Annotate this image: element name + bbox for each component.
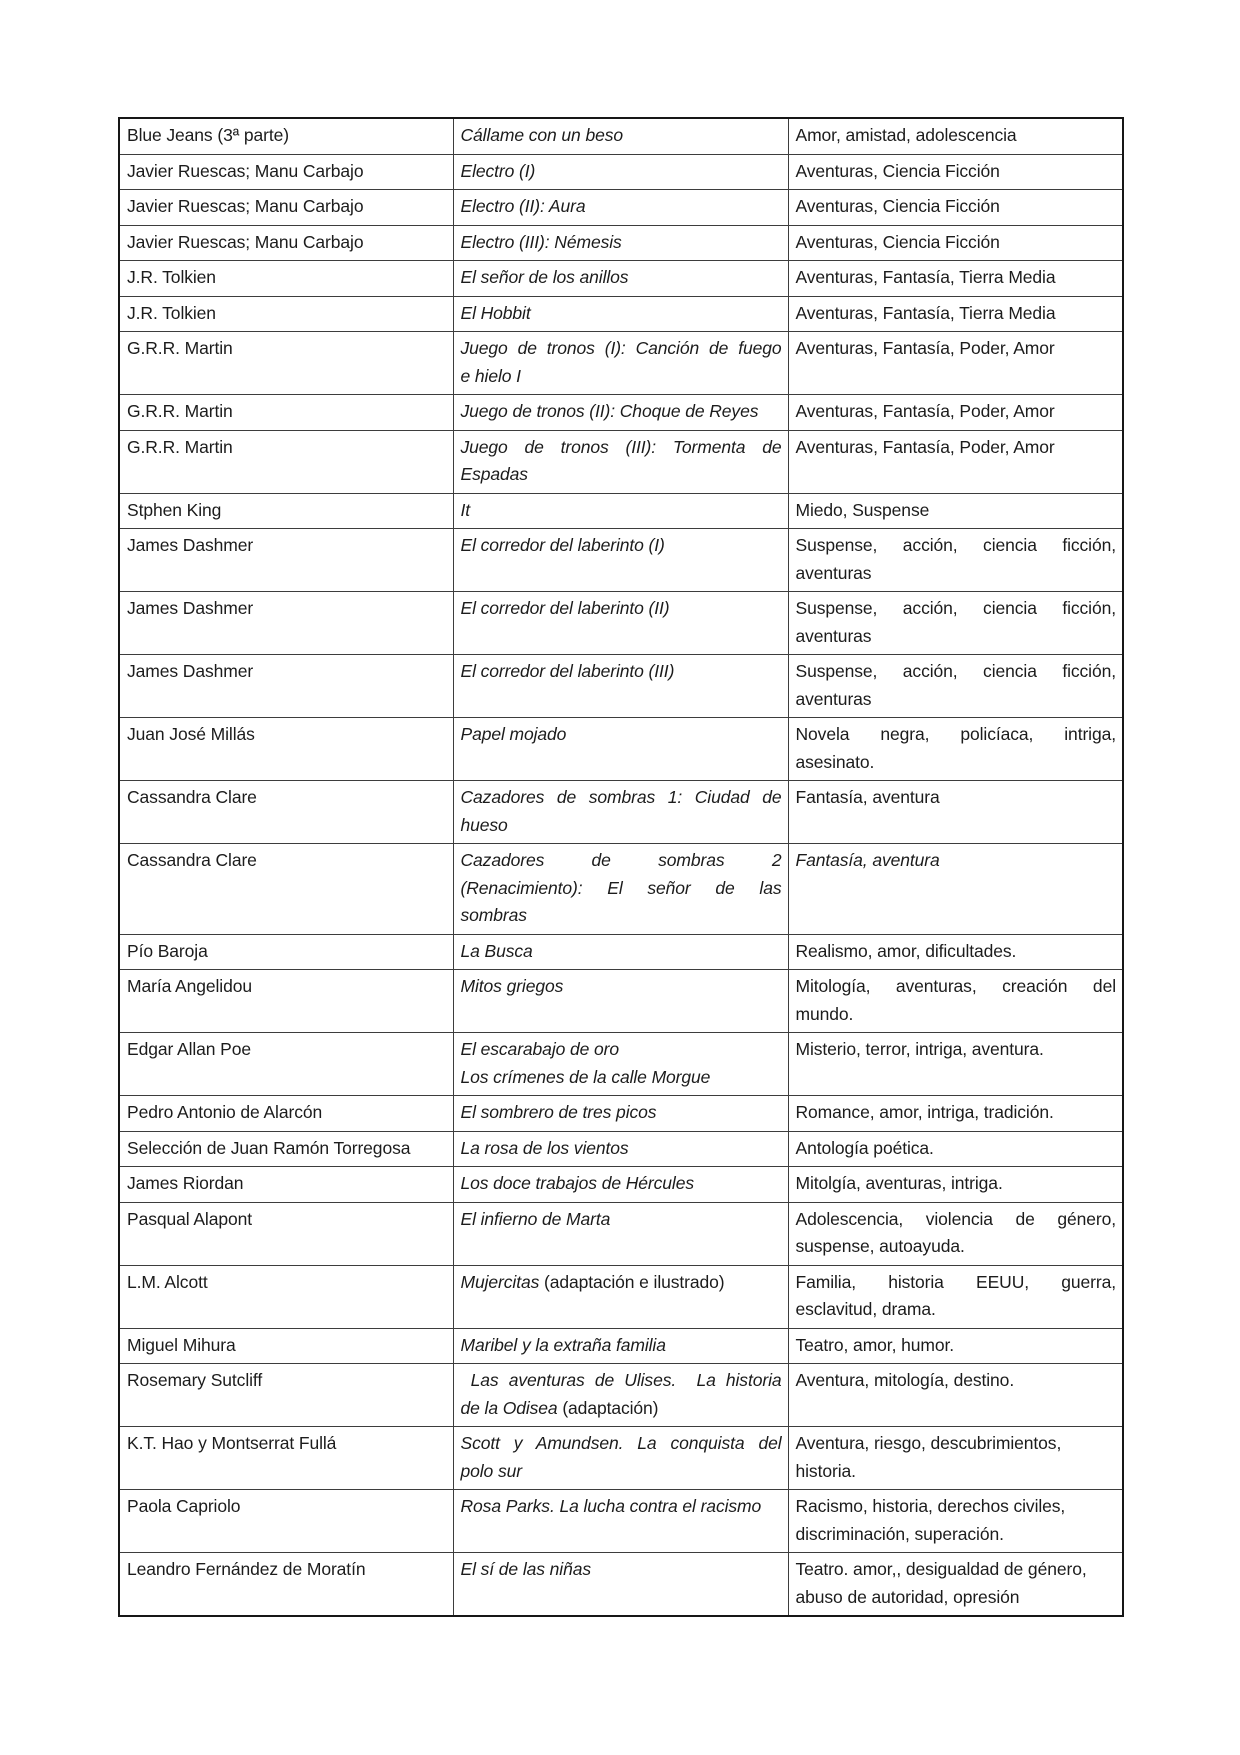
table-row	[119, 781, 1123, 844]
genres-cell	[788, 395, 1123, 431]
genres-line: Aventuras, Fantasía, Tierra Media	[795, 267, 1056, 287]
author-cell: G.R.R. Martin	[119, 332, 453, 395]
title-line	[461, 1269, 782, 1297]
title-line	[461, 1064, 782, 1092]
author-cell: James Riordan	[119, 1167, 453, 1203]
author-cell: Miguel Mihura	[119, 1328, 453, 1364]
genres-cell	[788, 1490, 1123, 1553]
genres-line: Aventuras, Fantasía, Tierra Media	[795, 302, 1056, 323]
title-line	[461, 1556, 782, 1584]
title-line	[461, 973, 782, 1001]
author-cell: J.R. Tolkien	[119, 296, 453, 332]
table-row	[119, 225, 1123, 261]
title-text: Scott y Amundsen. La conquista del	[460, 1433, 782, 1453]
title-line	[461, 1206, 782, 1234]
author-cell: J.R. Tolkien	[119, 261, 453, 297]
title-text: Electro (III): Némesis	[460, 231, 622, 252]
genres-line: aventuras	[795, 562, 872, 583]
title-line	[461, 1332, 782, 1360]
genres-line: Teatro. amor,, desigualdad de género,	[795, 1559, 1087, 1579]
title-cell	[453, 529, 788, 592]
author-cell: L.M. Alcott	[119, 1265, 453, 1328]
table-row	[119, 529, 1123, 592]
table-row	[119, 395, 1123, 431]
title-text: (Renacimiento): El señor de las	[460, 877, 782, 898]
title-line	[461, 363, 782, 391]
genres-line: discriminación, superación.	[795, 1523, 1004, 1544]
title-cell	[453, 1490, 788, 1553]
title-line	[461, 658, 782, 686]
genres-line: aventuras	[795, 625, 872, 646]
author-cell: James Dashmer	[119, 529, 453, 592]
genres-cell	[788, 1202, 1123, 1265]
genres-line: Amor, amistad, adolescencia	[795, 125, 1017, 145]
title-text: La Busca	[460, 940, 533, 961]
title-text: polo sur	[460, 1460, 522, 1481]
table-row	[119, 1265, 1123, 1328]
table-row	[119, 655, 1123, 718]
title-text: El infierno de Marta	[460, 1208, 611, 1229]
genres-cell	[788, 154, 1123, 190]
title-text: Cazadores de sombras 1: Ciudad de	[460, 787, 782, 807]
genres-line: suspense, autoayuda.	[795, 1236, 965, 1256]
genres-cell	[788, 781, 1123, 844]
genres-line: Fantasía, aventura	[795, 850, 940, 870]
title-line	[461, 1170, 782, 1198]
table-row	[119, 1328, 1123, 1364]
title-text: El señor de los anillos	[460, 267, 629, 287]
title-text: Juego de tronos (II): Choque de Reyes	[460, 401, 759, 421]
genres-cell	[788, 261, 1123, 297]
title-line	[461, 398, 782, 426]
title-text: El Hobbit	[460, 302, 531, 323]
title-line	[461, 300, 782, 328]
title-text: El corredor del laberinto (I)	[460, 535, 665, 555]
genres-line: Aventuras, Ciencia Ficción	[795, 160, 1000, 181]
genres-line: Aventura, riesgo, descubrimientos,	[795, 1433, 1062, 1453]
genres-cell	[788, 970, 1123, 1033]
title-text: Juego de tronos (III): Tormenta de	[460, 436, 782, 457]
author-cell: Javier Ruescas; Manu Carbajo	[119, 154, 453, 190]
genres-line: Adolescencia, violencia de género,	[795, 1208, 1116, 1229]
table-row	[119, 1202, 1123, 1265]
title-cell	[453, 1131, 788, 1167]
table-row	[119, 154, 1123, 190]
genres-line: Mitolgía, aventuras, intriga.	[795, 1173, 1003, 1193]
genres-line: Misterio, terror, intriga, aventura.	[795, 1039, 1044, 1059]
genres-line: Fantasía, aventura	[795, 787, 940, 807]
table-row	[119, 970, 1123, 1033]
title-line	[461, 1493, 782, 1521]
genres-cell	[788, 332, 1123, 395]
title-cell	[453, 395, 788, 431]
title-text: Cállame con un beso	[460, 125, 624, 145]
table-row	[119, 1096, 1123, 1132]
author-cell: Javier Ruescas; Manu Carbajo	[119, 190, 453, 226]
title-cell	[453, 296, 788, 332]
title-line	[461, 158, 782, 186]
genres-line: Novela negra, policíaca, intriga,	[795, 724, 1116, 744]
table-row	[119, 190, 1123, 226]
author-cell: G.R.R. Martin	[119, 430, 453, 493]
genres-cell	[788, 296, 1123, 332]
book-table-body	[119, 118, 1123, 1616]
genres-line: aventuras	[795, 688, 872, 709]
author-cell: Juan José Millás	[119, 718, 453, 781]
title-line	[461, 532, 782, 560]
title-cell	[453, 190, 788, 226]
genres-cell	[788, 934, 1123, 970]
title-text: Los crímenes de la calle Morgue	[460, 1066, 711, 1087]
author-cell: Edgar Allan Poe	[119, 1033, 453, 1096]
genres-line: Suspense, acción, ciencia ficción,	[795, 535, 1116, 555]
genres-cell	[788, 225, 1123, 261]
title-text: Mitos griegos	[460, 976, 564, 996]
genres-line: Realismo, amor, dificultades.	[795, 940, 1017, 961]
title-text: Rosa Parks. La lucha contra el racismo	[460, 1496, 762, 1516]
genres-line: esclavitud, drama.	[795, 1299, 936, 1319]
genres-cell	[788, 844, 1123, 935]
reading-list-table	[118, 117, 1124, 1617]
genres-cell	[788, 493, 1123, 529]
title-line	[461, 497, 782, 525]
title-line	[461, 229, 782, 257]
title-cell	[453, 1364, 788, 1427]
title-cell	[453, 934, 788, 970]
title-cell	[453, 970, 788, 1033]
genres-cell	[788, 1553, 1123, 1617]
genres-line: Romance, amor, intriga, tradición.	[795, 1102, 1054, 1122]
title-text: It	[460, 499, 471, 520]
genres-cell	[788, 118, 1123, 154]
table-row	[119, 1364, 1123, 1427]
title-text: Los doce trabajos de Hércules	[460, 1173, 694, 1193]
genres-line: Suspense, acción, ciencia ficción,	[795, 598, 1116, 618]
table-row	[119, 1427, 1123, 1490]
author-cell: Javier Ruescas; Manu Carbajo	[119, 225, 453, 261]
genres-line: Aventuras, Fantasía, Poder, Amor	[795, 436, 1055, 457]
title-text: El escarabajo de oro	[460, 1039, 620, 1059]
title-text: Electro (I)	[460, 160, 536, 181]
title-cell	[453, 1328, 788, 1364]
genres-cell	[788, 718, 1123, 781]
title-line	[461, 1036, 782, 1064]
genres-cell	[788, 592, 1123, 655]
title-cell	[453, 1427, 788, 1490]
title-text: El corredor del laberinto (III)	[460, 661, 675, 681]
title-text: El sombrero de tres picos	[460, 1102, 657, 1122]
table-row	[119, 261, 1123, 297]
title-text: hueso	[460, 814, 508, 835]
genres-line: Familia, historia EEUU, guerra,	[795, 1271, 1116, 1292]
title-suffix: (adaptación e ilustrado)	[539, 1271, 725, 1292]
title-cell	[453, 118, 788, 154]
genres-line: Aventuras, Ciencia Ficción	[795, 196, 1000, 216]
table-row	[119, 296, 1123, 332]
table-row	[119, 934, 1123, 970]
title-text: El corredor del laberinto (II)	[460, 598, 670, 618]
title-cell	[453, 261, 788, 297]
title-cell	[453, 430, 788, 493]
genres-cell	[788, 655, 1123, 718]
genres-line: Aventura, mitología, destino.	[795, 1370, 1015, 1390]
title-text: Juego de tronos (I): Canción de fuego	[460, 338, 782, 358]
title-line	[461, 193, 782, 221]
title-text: sombras	[460, 905, 527, 925]
title-line	[461, 434, 782, 462]
title-line	[461, 784, 782, 812]
title-line	[461, 122, 782, 150]
genres-line: asesinato.	[795, 751, 875, 772]
title-cell	[453, 1553, 788, 1617]
genres-line: Aventuras, Fantasía, Poder, Amor	[795, 401, 1055, 421]
table-row	[119, 118, 1123, 154]
genres-cell	[788, 1096, 1123, 1132]
title-cell	[453, 592, 788, 655]
table-row	[119, 592, 1123, 655]
author-cell: Stphen King	[119, 493, 453, 529]
title-line	[461, 875, 782, 903]
author-cell: Cassandra Clare	[119, 781, 453, 844]
genres-cell	[788, 1131, 1123, 1167]
title-cell	[453, 1202, 788, 1265]
genres-cell	[788, 430, 1123, 493]
title-line	[461, 461, 782, 489]
title-line	[461, 1458, 782, 1486]
title-cell	[453, 1167, 788, 1203]
genres-line: Miedo, Suspense	[795, 499, 930, 520]
title-line	[461, 812, 782, 840]
title-cell	[453, 1096, 788, 1132]
author-cell: Pasqual Alapont	[119, 1202, 453, 1265]
author-cell: Pedro Antonio de Alarcón	[119, 1096, 453, 1132]
title-text: Las aventuras de Ulises. La historia	[460, 1370, 782, 1390]
genres-line: mundo.	[795, 1003, 854, 1024]
genres-line: historia.	[795, 1460, 856, 1481]
table-row	[119, 1131, 1123, 1167]
author-cell: María Angelidou	[119, 970, 453, 1033]
title-cell	[453, 718, 788, 781]
genres-line: Mitología, aventuras, creación del	[795, 976, 1116, 996]
table-row	[119, 718, 1123, 781]
genres-cell	[788, 1033, 1123, 1096]
title-text: Electro (II): Aura	[460, 196, 586, 216]
table-row	[119, 1553, 1123, 1617]
title-line	[461, 938, 782, 966]
genres-cell	[788, 1167, 1123, 1203]
genres-cell	[788, 1265, 1123, 1328]
title-line	[461, 264, 782, 292]
title-text: Maribel y la extraña familia	[460, 1334, 666, 1355]
title-cell	[453, 154, 788, 190]
genres-cell	[788, 1364, 1123, 1427]
title-line	[461, 1395, 782, 1423]
table-row	[119, 1033, 1123, 1096]
title-text: Cazadores de sombras 2	[460, 850, 782, 870]
genres-line: Teatro, amor, humor.	[795, 1334, 954, 1355]
title-cell	[453, 655, 788, 718]
title-cell	[453, 493, 788, 529]
title-text: Espadas	[460, 464, 528, 484]
title-text: de la Odisea	[460, 1397, 558, 1418]
title-line	[461, 335, 782, 363]
author-cell: James Dashmer	[119, 592, 453, 655]
title-cell	[453, 1033, 788, 1096]
genres-cell	[788, 1427, 1123, 1490]
title-line	[461, 595, 782, 623]
author-cell: James Dashmer	[119, 655, 453, 718]
table-row	[119, 1167, 1123, 1203]
title-cell	[453, 781, 788, 844]
title-line	[461, 847, 782, 875]
author-cell: Pío Baroja	[119, 934, 453, 970]
title-line	[461, 1367, 782, 1395]
title-line	[461, 1099, 782, 1127]
genres-cell	[788, 1328, 1123, 1364]
author-cell: Selección de Juan Ramón Torregosa	[119, 1131, 453, 1167]
title-cell	[453, 225, 788, 261]
genres-cell	[788, 529, 1123, 592]
table-row	[119, 430, 1123, 493]
genres-cell	[788, 190, 1123, 226]
title-text: El sí de las niñas	[460, 1559, 591, 1579]
title-text: Mujercitas	[460, 1271, 540, 1292]
author-cell: Paola Capriolo	[119, 1490, 453, 1553]
author-cell: G.R.R. Martin	[119, 395, 453, 431]
title-cell	[453, 844, 788, 935]
genres-line: Aventuras, Fantasía, Poder, Amor	[795, 338, 1055, 358]
title-cell	[453, 332, 788, 395]
genres-line: Aventuras, Ciencia Ficción	[795, 231, 1000, 252]
title-line	[461, 721, 782, 749]
author-cell: K.T. Hao y Montserrat Fullá	[119, 1427, 453, 1490]
table-row	[119, 493, 1123, 529]
title-cell	[453, 1265, 788, 1328]
title-line	[461, 1430, 782, 1458]
genres-line: Antología poética.	[795, 1137, 934, 1158]
title-text: Papel mojado	[460, 724, 567, 744]
table-row	[119, 1490, 1123, 1553]
genres-line: abuso de autoridad, opresión	[795, 1586, 1020, 1607]
title-text: La rosa de los vientos	[460, 1137, 629, 1158]
title-line	[461, 902, 782, 930]
title-text: e hielo I	[460, 365, 521, 386]
title-suffix: (adaptación)	[557, 1397, 659, 1418]
author-cell: Cassandra Clare	[119, 844, 453, 935]
table-row	[119, 332, 1123, 395]
table-row	[119, 844, 1123, 935]
genres-line: Racismo, historia, derechos civiles,	[795, 1496, 1066, 1516]
title-line	[461, 1135, 782, 1163]
author-cell: Blue Jeans (3ª parte)	[119, 118, 453, 154]
author-cell: Rosemary Sutcliff	[119, 1364, 453, 1427]
author-cell: Leandro Fernández de Moratín	[119, 1553, 453, 1617]
genres-line: Suspense, acción, ciencia ficción,	[795, 661, 1116, 681]
